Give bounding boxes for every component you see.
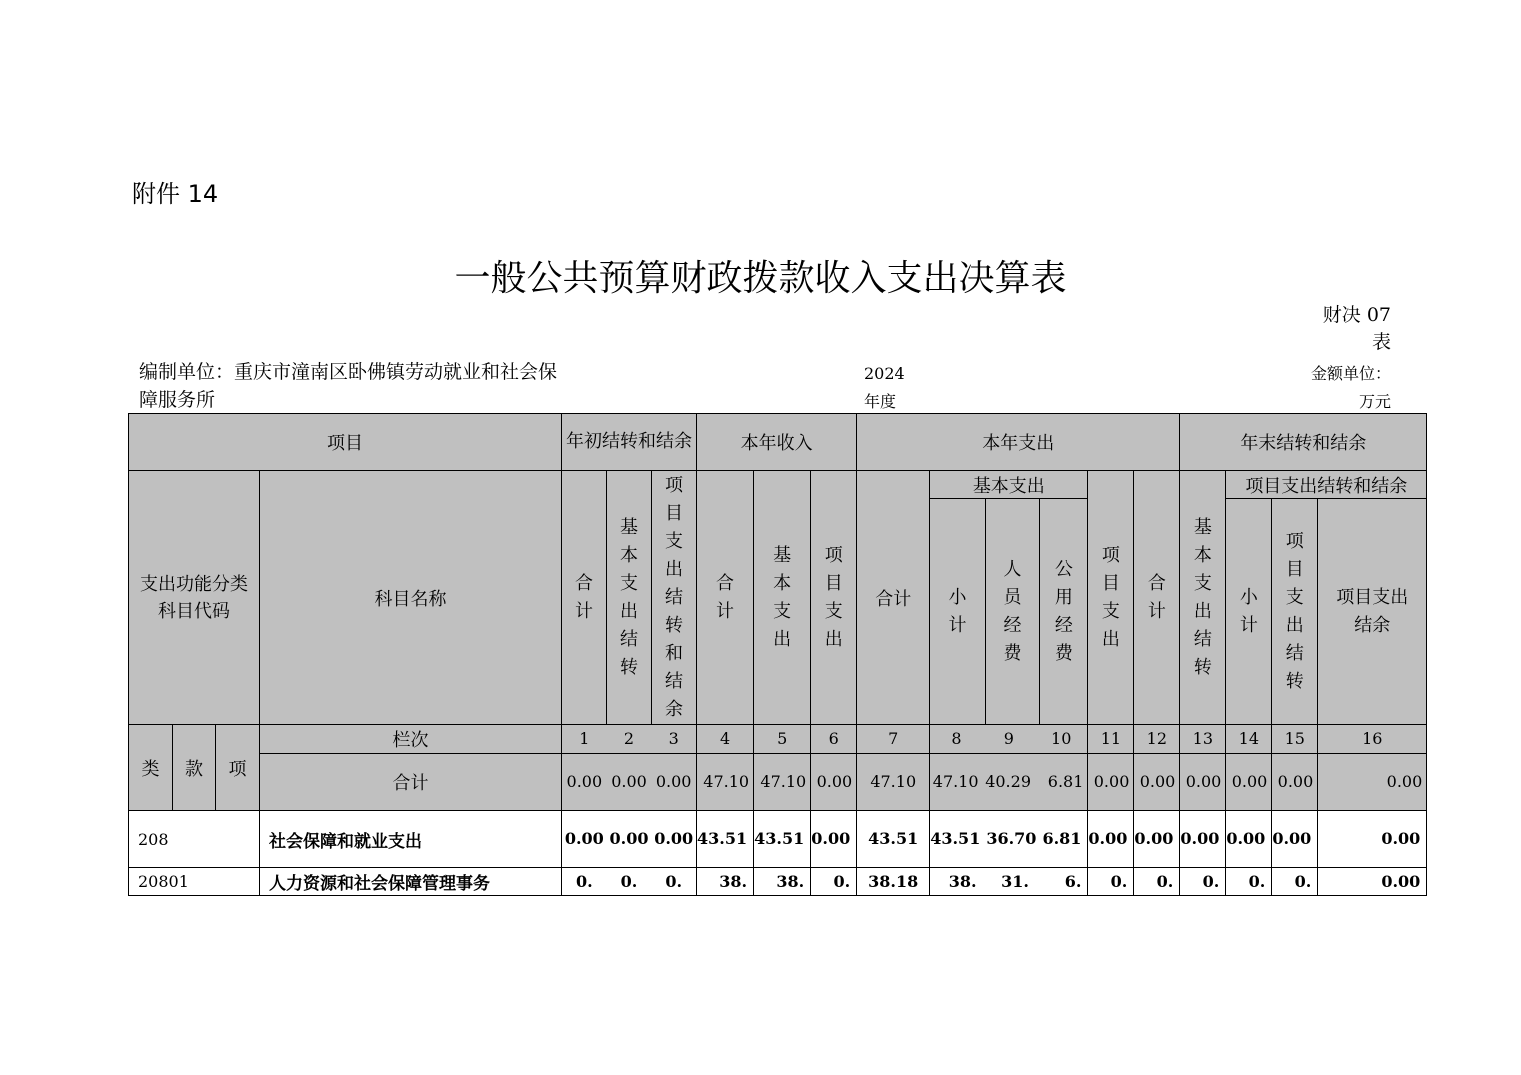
year-label <box>864 360 914 416</box>
row-value: 0.00 <box>1088 811 1134 868</box>
colno: 11 <box>1088 725 1134 754</box>
header-closing-surplus: 项目支出结余 <box>1318 499 1427 725</box>
header-expense-total: 合计 <box>857 471 930 725</box>
year-value: 2024 <box>864 364 905 383</box>
org-label: 编制单位：重庆市潼南区卧佛镇劳动就业和社会保障服务所 <box>139 361 558 411</box>
header-closing-project: 项目支出结转和结余 <box>1226 471 1427 499</box>
colno: 2 <box>623 729 635 748</box>
total-value: 47.10 <box>697 754 754 811</box>
colno: 7 <box>857 725 930 754</box>
colno: 4 <box>697 725 754 754</box>
total-value: 0.00 <box>611 772 647 791</box>
row-value: 38. <box>754 868 811 896</box>
form-code <box>1301 302 1391 356</box>
row-code: 208 <box>129 811 260 868</box>
row-value: 0.00 <box>1318 811 1427 868</box>
header-income-total: 合计 <box>697 471 754 725</box>
row-value: 0.00 <box>811 811 857 868</box>
header-func-code: 支出功能分类科目代码 <box>129 471 260 725</box>
header-income: 本年收入 <box>697 414 857 471</box>
header-opening-total: 合计 <box>562 471 607 725</box>
colno: 12 <box>1134 725 1180 754</box>
colno: 9 <box>1003 729 1014 748</box>
row-value: 0. <box>1226 868 1272 896</box>
form-code-line1: 财决 07 <box>1322 304 1391 326</box>
row-value: 43.51 <box>857 811 930 868</box>
page-title: 一般公共预算财政拨款收入支出决算表 <box>454 258 1067 299</box>
header-income-basic: 基本支出 <box>754 471 811 725</box>
row-value: 0. <box>1272 868 1318 896</box>
row-name: 人力资源和社会保障管理事务 <box>260 868 562 896</box>
row-name: 社会保障和就业支出 <box>260 811 562 868</box>
colno: 1 <box>579 729 590 748</box>
header-closing-subtotal: 小计 <box>1226 499 1272 725</box>
year-unit: 年度 <box>864 392 897 411</box>
total-value: 40.29 <box>985 772 1031 791</box>
form-code-line2: 表 <box>1371 331 1391 353</box>
total-value: 0.00 <box>1134 754 1180 811</box>
row-values-1-3 <box>562 868 697 896</box>
total-8-10 <box>930 754 1088 811</box>
total-value: 0.00 <box>1318 754 1427 811</box>
header-grand-total: 合计 <box>260 754 562 811</box>
total-value: 47.10 <box>857 754 930 811</box>
header-expense: 本年支出 <box>857 414 1180 471</box>
amount-unit-line1: 金额单位： <box>1310 364 1391 383</box>
header-lei: 类 <box>129 725 173 811</box>
table-row <box>129 868 1427 896</box>
row-value: 0. <box>620 871 638 891</box>
header-expense-project: 项目支出 <box>1088 471 1134 725</box>
header-column-no: 栏次 <box>260 725 562 754</box>
row-value: 31. <box>1001 871 1029 891</box>
header-opening-basic: 基本支出结转 <box>607 471 652 725</box>
header-closing: 年末结转和结余 <box>1180 414 1427 471</box>
row-value: 38.18 <box>857 868 930 896</box>
header-opening: 年初结转和结余 <box>562 414 697 471</box>
row-value: 38. <box>697 868 754 896</box>
colno: 5 <box>754 725 811 754</box>
row-value: 0. <box>665 871 683 891</box>
total-value: 0.00 <box>1272 754 1318 811</box>
header-closing-total: 合计 <box>1134 471 1180 725</box>
row-value: 0.00 <box>1318 868 1427 896</box>
colno: 10 <box>1051 729 1072 748</box>
total-value: 47.10 <box>932 772 979 791</box>
row-value: 0.00 <box>1180 811 1226 868</box>
amount-unit-line2: 万元 <box>1358 392 1391 411</box>
total-value: 47.10 <box>754 754 811 811</box>
total-value: 0.00 <box>1088 754 1134 811</box>
header-opening-project: 项目支出结转和结余 <box>652 471 697 725</box>
row-value: 0.00 <box>1226 811 1272 868</box>
header-item: 项目 <box>129 414 562 471</box>
row-value: 38. <box>948 871 977 891</box>
row-value: 0.00 <box>1272 811 1318 868</box>
colno: 16 <box>1318 725 1427 754</box>
total-value: 0.00 <box>655 772 692 791</box>
amount-unit <box>1271 360 1391 416</box>
colno-8-10 <box>930 725 1088 754</box>
table-row <box>129 811 1427 868</box>
header-closing-carry: 项目支出结转 <box>1272 499 1318 725</box>
row-value: 36.70 <box>986 829 1037 848</box>
row-value: 0. <box>1088 868 1134 896</box>
row-values-8-10 <box>930 868 1088 896</box>
row-value: 0.00 <box>564 829 604 848</box>
attachment-label: 附件 14 <box>132 180 219 208</box>
row-value: 0.00 <box>609 829 649 848</box>
total-1-3 <box>562 754 697 811</box>
row-value: 43.51 <box>930 829 981 848</box>
colno: 6 <box>811 725 857 754</box>
colno: 8 <box>951 729 962 748</box>
colno: 15 <box>1272 725 1318 754</box>
row-value: 6. <box>1064 871 1082 891</box>
total-value: 0.00 <box>1226 754 1272 811</box>
row-value: 6.81 <box>1042 829 1082 848</box>
header-expense-personnel: 人员经费 <box>985 499 1040 725</box>
row-value: 0. <box>1134 868 1180 896</box>
header-expense-basic: 基本支出 <box>930 471 1088 499</box>
row-values-8-10 <box>930 811 1088 868</box>
header-income-project: 项目支出 <box>811 471 857 725</box>
row-value: 0. <box>575 871 593 891</box>
row-value: 0. <box>1180 868 1226 896</box>
row-value: 43.51 <box>697 811 754 868</box>
header-closing-basic: 基本支出结转 <box>1180 471 1226 725</box>
header-subject-name: 科目名称 <box>260 471 562 725</box>
total-value: 0.00 <box>811 754 857 811</box>
total-value: 6.81 <box>1047 772 1084 791</box>
total-value: 0.00 <box>566 772 603 791</box>
row-values-1-3 <box>562 811 697 868</box>
header-kuan: 款 <box>173 725 216 811</box>
row-value: 0.00 <box>1134 811 1180 868</box>
colno: 3 <box>668 729 679 748</box>
colno: 14 <box>1226 725 1272 754</box>
row-value: 43.51 <box>754 811 811 868</box>
header-expense-subtotal: 小计 <box>930 499 986 725</box>
colno: 13 <box>1180 725 1226 754</box>
header-expense-public: 公用经费 <box>1040 499 1088 725</box>
row-code: 20801 <box>129 868 260 896</box>
budget-table <box>128 413 1427 896</box>
total-value: 0.00 <box>1180 754 1226 811</box>
colno-1-3 <box>562 725 697 754</box>
row-value: 0. <box>811 868 857 896</box>
header-xiang: 项 <box>216 725 260 811</box>
row-value: 0.00 <box>654 829 694 848</box>
